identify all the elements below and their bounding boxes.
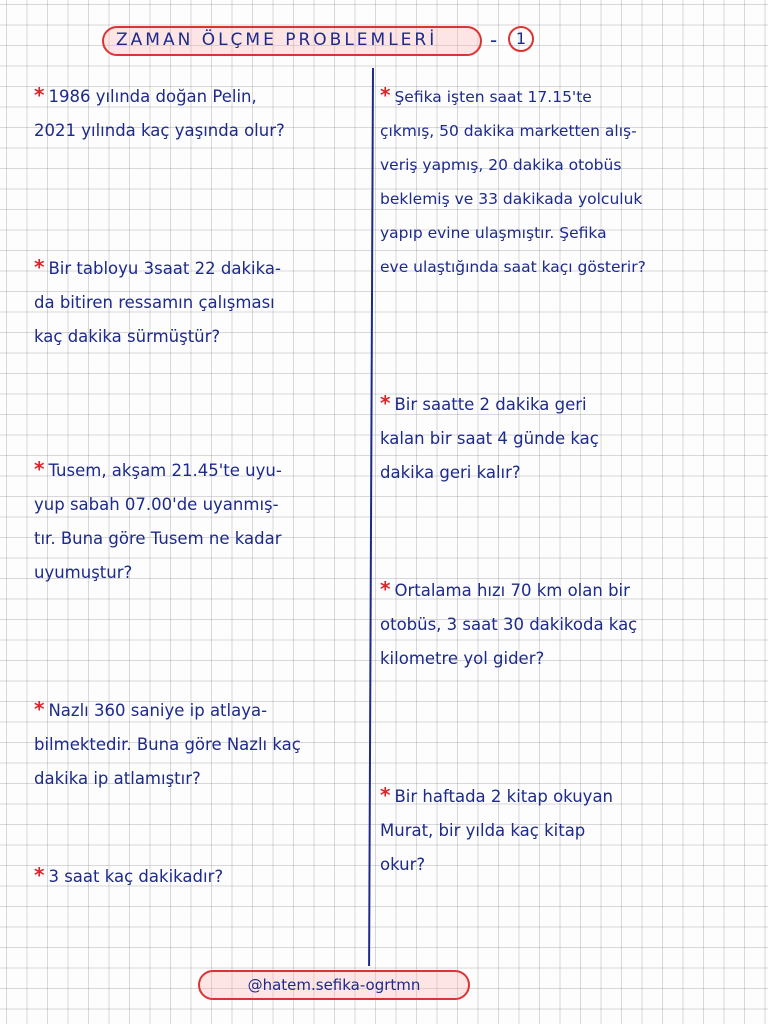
- problem-left-2: [34, 250, 281, 354]
- asterisk-icon: *: [34, 863, 45, 887]
- problem-left-5: [34, 858, 223, 894]
- problem-line: dakika geri kalır?: [380, 463, 521, 482]
- problem-line: okur?: [380, 855, 426, 874]
- column-divider: [368, 68, 374, 966]
- problem-line: beklemiş ve 33 dakikada yolculuk: [380, 190, 643, 208]
- asterisk-icon: *: [380, 783, 391, 807]
- asterisk-icon: *: [34, 255, 45, 279]
- author-handle-footer: @hatem.sefika-ogrtmn: [198, 970, 470, 1000]
- problem-line: veriş yapmış, 20 dakika otobüs: [380, 156, 622, 174]
- problem-line: * Bir tabloyu 3saat 22 dakika-: [34, 255, 281, 279]
- sheet-number-badge: 1: [508, 26, 534, 52]
- problem-line: eve ulaştığında saat kaçı gösterir?: [380, 258, 646, 276]
- problem-line: yapıp evine ulaşmıştır. Şefika: [380, 224, 607, 242]
- problem-line: da bitiren ressamın çalışması: [34, 293, 275, 312]
- problem-line: çıkmış, 50 dakika marketten alış-: [380, 122, 637, 140]
- problem-line: kilometre yol gider?: [380, 649, 545, 668]
- problem-line: yup sabah 07.00'de uyanmış-: [34, 495, 279, 514]
- problem-line: bilmektedir. Buna göre Nazlı kaç: [34, 735, 301, 754]
- problem-line: * Şefika işten saat 17.15'te: [380, 83, 592, 107]
- title-banner: [102, 22, 492, 62]
- problem-line: * Bir haftada 2 kitap okuyan: [380, 783, 614, 807]
- problem-line: kaç dakika sürmüştür?: [34, 327, 221, 346]
- problem-line: * Nazlı 360 saniye ip atlaya-: [34, 697, 268, 721]
- asterisk-icon: *: [34, 83, 45, 107]
- problem-left-4: [34, 692, 301, 796]
- problem-line: 2021 yılında kaç yaşında olur?: [34, 121, 285, 140]
- problem-line: * Ortalama hızı 70 km olan bir: [380, 577, 630, 601]
- problem-line: Murat, bir yılda kaç kitap: [380, 821, 586, 840]
- asterisk-icon: *: [380, 83, 391, 107]
- problem-right-3: [380, 572, 637, 676]
- problem-left-3: [34, 452, 282, 590]
- asterisk-icon: *: [34, 697, 45, 721]
- asterisk-icon: *: [380, 577, 391, 601]
- problem-line: * 1986 yılında doğan Pelin,: [34, 83, 257, 107]
- problem-line: * Tusem, akşam 21.45'te uyu-: [34, 457, 282, 481]
- problem-line: * Bir saatte 2 dakika geri: [380, 391, 587, 415]
- title-dash: -: [490, 28, 498, 52]
- page-title: ZAMAN ÖLÇME PROBLEMLERİ: [116, 30, 438, 50]
- problem-line: kalan bir saat 4 günde kaç: [380, 429, 599, 448]
- problem-line: uyumuştur?: [34, 563, 133, 582]
- problem-line: otobüs, 3 saat 30 dakikoda kaç: [380, 615, 638, 634]
- problem-right-1: [380, 78, 646, 284]
- problem-line: dakika ip atlamıştır?: [34, 769, 201, 788]
- problem-line: tır. Buna göre Tusem ne kadar: [34, 529, 282, 548]
- asterisk-icon: *: [34, 457, 45, 481]
- problem-line: * 3 saat kaç dakikadır?: [34, 863, 224, 887]
- problem-right-2: [380, 386, 599, 490]
- asterisk-icon: *: [380, 391, 391, 415]
- problem-left-1: [34, 78, 285, 148]
- problem-right-4: [380, 778, 613, 882]
